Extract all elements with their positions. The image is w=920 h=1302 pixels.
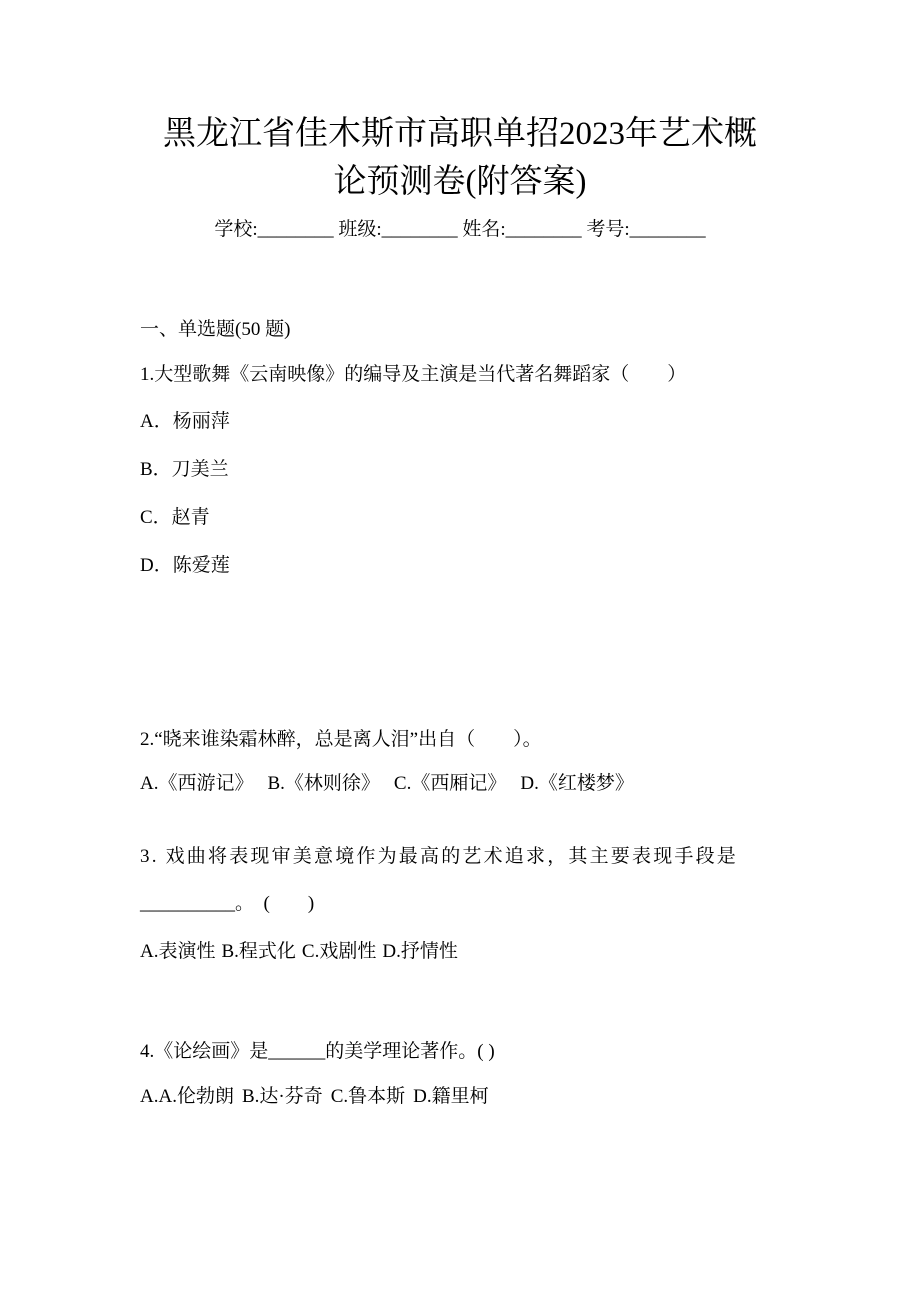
- question-3-option-a: A.表演性: [140, 941, 216, 962]
- question-2-stem: 2.“晓来谁染霜林醉，总是离人泪”出自（ ）。: [140, 729, 542, 750]
- question-4-options: [140, 1087, 503, 1106]
- question-3-options: [140, 942, 472, 961]
- question-2-option-b: B.《林则徐》: [267, 773, 380, 794]
- question-2-options: [140, 774, 648, 793]
- question-3-stem: 3. 戏曲将表现审美意境作为最高的艺术追求，其主要表现手段是: [140, 846, 739, 867]
- question-1-option-b: B．刀美兰: [140, 459, 229, 480]
- question-3-option-b: B.程式化: [221, 941, 296, 962]
- student-info-line: 学校:________ 班级:________ 姓名:________ 考号:________: [214, 219, 706, 240]
- question-4-option-b: B.达·芬奇: [241, 1086, 323, 1107]
- question-2-option-a: A.《西游记》: [140, 773, 254, 794]
- question-1-option-a: A．杨丽萍: [140, 411, 230, 432]
- document-title-line2: 论预测卷(附答案): [333, 164, 587, 200]
- question-4-stem: 4.《论绘画》是______的美学理论著作。( ): [140, 1041, 495, 1062]
- question-4-option-d: D.籍里柯: [413, 1086, 489, 1107]
- question-1-option-c: C．赵青: [140, 507, 210, 528]
- question-4-option-a: A.A.伦勃朗: [140, 1086, 234, 1107]
- question-2-option-d: D.《红楼梦》: [520, 773, 634, 794]
- question-1-option-d: D．陈爱莲: [140, 555, 230, 576]
- document-title-line1: 黑龙江省佳木斯市高职单招2023年艺术概: [163, 116, 757, 152]
- question-1-stem: 1.大型歌舞《云南映像》的编导及主演是当代著名舞蹈家（ ）: [140, 364, 687, 385]
- question-4-option-c: C.鲁本斯: [330, 1086, 406, 1107]
- question-3-stem-continued: __________。 ( ): [140, 893, 315, 914]
- section-heading: 一、单选题(50 题): [140, 319, 291, 340]
- question-3-option-d: D.抒情性: [382, 941, 458, 962]
- question-2-option-c: C.《西厢记》: [393, 773, 507, 794]
- question-3-option-c: C.戏剧性: [301, 941, 377, 962]
